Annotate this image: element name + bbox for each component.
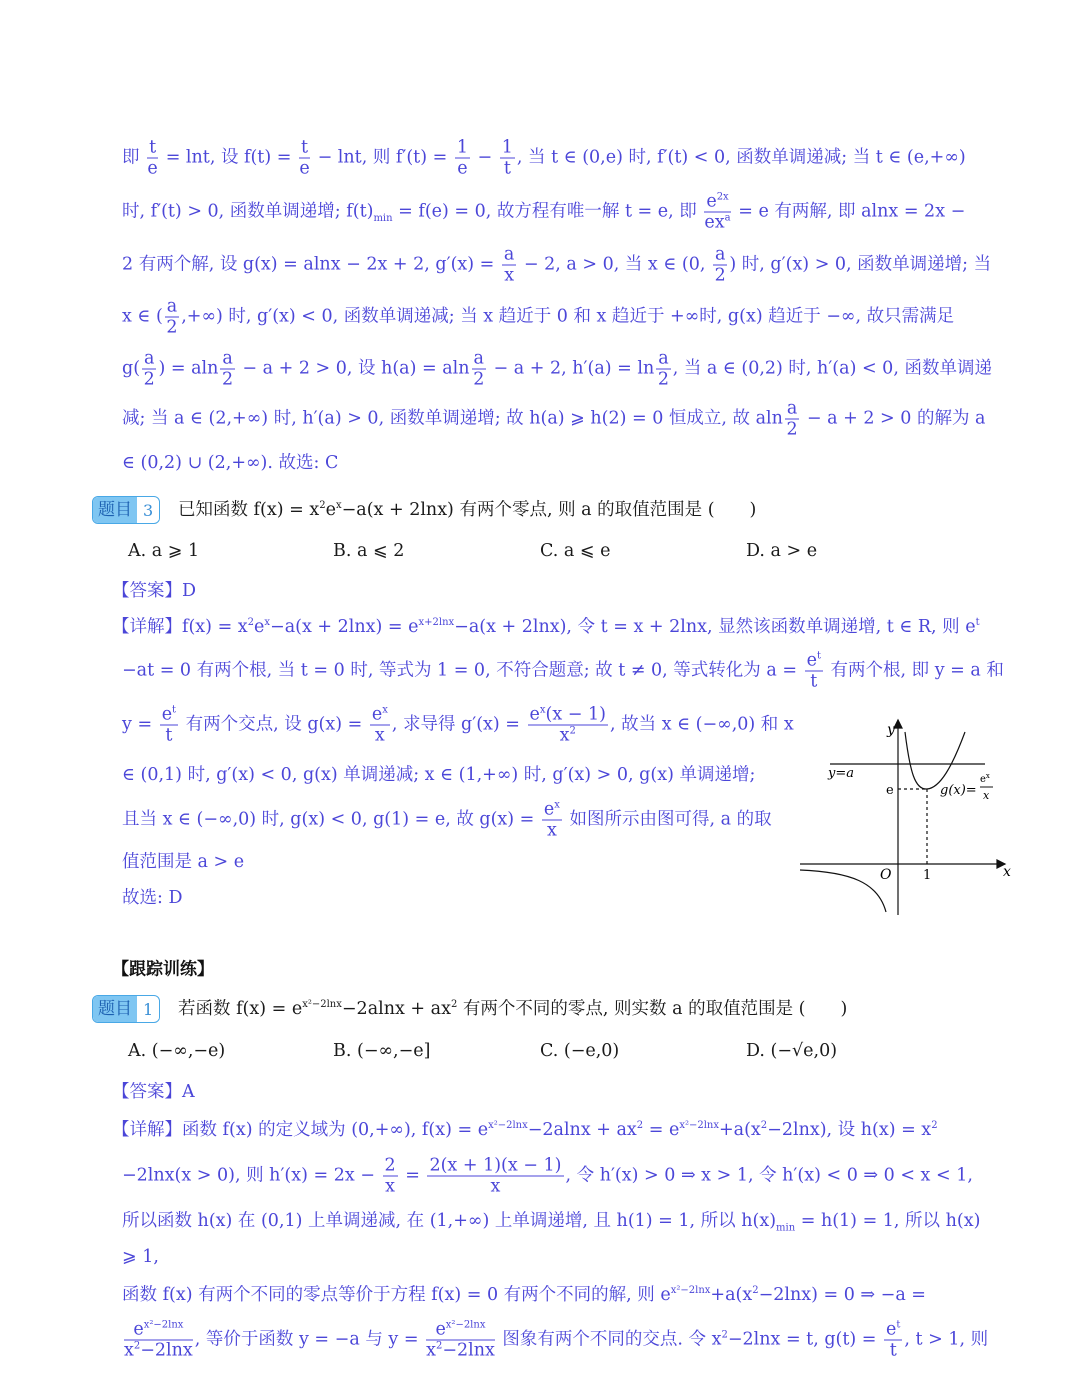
fraction: $\frac{e^x(x - 1)}{x^2}$ [529, 704, 606, 746]
fraction: $\frac{t}{e}$ [147, 137, 158, 179]
x-label: x [1003, 864, 1011, 880]
solution-line: x ∈ ( $\frac{a}{2}$ ,+∞) 时, g′(x) < 0, 函数单调递减; 当 x 趋近于 0 和 x 趋近于 +∞时, g(x) 趋近于 −∞, 故只需满足 [122, 296, 955, 338]
solution-line: 即 $\frac{t}{e}$ = lnt, 设 f(t) = $\frac{t}{e}$ − lnt, 则 f′(t) = $\frac{1}{e}$ − $\frac{1}{t}$ , 当 t ∈ (0,e) 时, f′(t) < 0, 函数单调递减; 当 t ∈ (e,+∞) [122, 137, 966, 179]
fraction: $\frac{e^x}{x}$ [543, 799, 560, 841]
option-a: A. a ⩾ 1 [128, 541, 200, 561]
line-label: y=a [828, 766, 854, 781]
question-number: 3 [137, 501, 159, 520]
question-stem: 已知函数 $f(x) = x^2e^x-a(x + 2\ln x)$ 有两个零点, 则 a 的取值范围是 ( ) [178, 500, 757, 520]
question-number: 1 [137, 1000, 159, 1019]
option-b: B. a ⩽ 2 [333, 541, 405, 561]
solution-line: g( $\frac{a}{2}$ ) = aln $\frac{a}{2}$ − a + 2 > 0, 设 h(a) = aln $\frac{a}{2}$ − a + 2, h′(a) = ln $\frac{a}{2}$ , 当 a ∈ (0,2) 时, h′(a) < 0, 函数单调递 [122, 348, 992, 390]
fraction: $\frac{a}{2}$ [786, 398, 798, 440]
fraction: $\frac{a}{2}$ [657, 348, 670, 390]
section-heading: 【跟踪训练】 [112, 959, 214, 980]
detail-line: 所以函数 h(x) 在 (0,1) 上单调递减, 在 (1,+∞) 上单调递增, 且 h(1) = 1, 所以 $h(x)_{min} = h(1) = 1$, 所以 h(x) [122, 1211, 981, 1234]
option-d: D. a > e [746, 541, 818, 561]
detail-line: 故选: D [122, 888, 183, 908]
detail-line: y = $\frac{e^t}{t}$ 有两个交点, 设 g(x) = $\frac{e^x}{x}$ , 求导得 g′(x) = $\frac{e^x(x - 1)}{x^2}$ , 故当 x ∈ (−∞,0) 和 x [122, 704, 794, 746]
option-a: A. (−∞,−e) [128, 1041, 226, 1061]
tick-1: 1 [923, 868, 932, 883]
question-tag-label: 题目 [93, 996, 137, 1022]
detail-line: 【详解】$f(x) = x^2e^x-a(x + 2\ln x) = e^{x+2lnx}-a(x + 2\ln x)$, 令 t = x + 2lnx, 显然该函数单调递增, t ∈ R, 则 $e^t$ [112, 617, 980, 637]
answer: 【答案】D [112, 581, 197, 601]
option-c: C. (−e,0) [540, 1041, 620, 1061]
tick-e: e [886, 783, 894, 798]
fraction: $\frac{e^{x^2-2lnx}}{x^2-2\ln x}$ [124, 1319, 193, 1361]
detail-line: 值范围是 a > e [122, 852, 245, 872]
detail-line: −2lnx(x > 0), 则 h′(x) = 2x − $\frac{2}{x}$ = $\frac{2(x + 1)(x - 1)}{x}$ , 令 h′(x) > 0 ⇒ x > 1, 令 h′(x) < 0 ⇒ 0 < x < 1, [122, 1155, 973, 1197]
fraction: $\frac{1}{t}$ [501, 137, 513, 179]
fraction: $\frac{a}{x}$ [503, 244, 515, 286]
y-label: y [887, 722, 895, 738]
question-tag-label: 题目 [93, 497, 137, 523]
solution-line: ∈ (0,2) ∪ (2,+∞). 故选: C [122, 453, 339, 473]
option-b: B. (−∞,−e] [333, 1041, 431, 1061]
question-stem: 若函数 $f(x) = e^{x^2-2lnx}-2alnx + ax^2$ 有两个不同的零点, 则实数 a 的取值范围是 ( ) [178, 999, 848, 1019]
curve-label: g(x)= [940, 783, 977, 798]
function-graph [800, 712, 1015, 917]
detail-line: 函数 f(x) 有两个不同的零点等价于方程 f(x) = 0 有两个不同的解, 则 $e^{x^2-2lnx}+a(x^2-2\ln x) = 0$ ⇒ −a = [122, 1285, 926, 1305]
detail-line: ⩾ 1, [122, 1247, 159, 1267]
answer: 【答案】A [112, 1082, 195, 1102]
fraction: $\frac{a}{2}$ [473, 348, 485, 390]
fraction: $\frac{t}{e}$ [299, 137, 310, 179]
y-axis-arrow [894, 720, 902, 728]
detail-line: 且当 x ∈ (−∞,0) 时, g(x) < 0, g(1) = e, 故 g(x) = $\frac{e^x}{x}$ 如图所示由图可得, a 的取 [122, 799, 772, 841]
curve-label-num: $e^x$ [980, 772, 990, 785]
solution-line: 2 有两个解, 设 g(x) = alnx − 2x + 2, g′(x) = $\frac{a}{x}$ − 2, a > 0, 当 x ∈ (0, $\frac{a}{2}$ ) 时, g′(x) > 0, 函数单调递增; 当 [122, 244, 992, 286]
detail-line: $\frac{e^{x^2-2lnx}}{x^2-2\ln x}$ , 等价于函数 y = −a 与 y = $\frac{e^{x^2-2lnx}}{x^2-2\ln x}$ 图象有两个不同的交点. 令 $x^2-2\ln x = t$, g(t) = $\frac{e^t}{t}$ , t > 1, 则 [124, 1319, 989, 1361]
fraction: $\frac{e^t}{t}$ [886, 1319, 901, 1361]
fraction: $e^{2x}$ $ex^a$ [704, 191, 731, 233]
solution-line: 减; 当 a ∈ (2,+∞) 时, h′(a) > 0, 函数单调递增; 故 h(a) ⩾ h(2) = 0 恒成立, 故 aln $\frac{a}{2}$ − a + 2 > 0 的解为 a [122, 398, 986, 440]
fraction: $\frac{a}{2}$ [222, 348, 234, 390]
origin-label: O [880, 867, 892, 883]
curve-left-branch [800, 870, 886, 912]
fraction: $\frac{e^{x^2-2lnx}}{x^2-2\ln x}$ [426, 1319, 495, 1361]
question-tag [92, 995, 160, 1023]
option-d: D. (−√e,0) [746, 1041, 838, 1061]
curve-right-branch [905, 732, 965, 789]
option-c: C. a ⩽ e [540, 541, 611, 561]
solution-line: 时, f′(t) > 0, 函数单调递增; $f(t)_{min} = f(e) = 0$, 故方程有唯一解 t = e, 即 $e^{2x}$ $ex^a$ = e 有两解, 即 alnx = 2x − [122, 191, 966, 233]
question-tag [92, 496, 160, 524]
fraction: $\frac{2}{x}$ [384, 1155, 396, 1197]
fraction: $\frac{1}{e}$ [456, 137, 468, 179]
fraction: $\frac{a}{2}$ [143, 348, 155, 390]
fraction: $\frac{e^t}{t}$ [161, 704, 177, 746]
fraction: $\frac{e^t}{t}$ [806, 650, 821, 692]
fraction: $\frac{a}{2}$ [166, 296, 178, 338]
detail-line: −at = 0 有两个根, 当 t = 0 时, 等式为 1 = 0, 不符合题意; 故 t ≠ 0, 等式转化为 a = $\frac{e^t}{t}$ 有两个根, 即 y = a 和 [122, 650, 1004, 692]
detail-line: 【详解】函数 f(x) 的定义域为 (0,+∞), $f(x) = e^{x^2-2lnx}-2alnx + ax^2 = e^{x^2-2lnx}+a(x^2-2\ln x)$, 设 $h(x) = x^2$ [112, 1120, 938, 1140]
fraction: $\frac{e^x}{x}$ [371, 704, 388, 746]
curve-label-den: x [983, 789, 990, 802]
fraction: $\frac{a}{2}$ [714, 244, 726, 286]
detail-line: ∈ (0,1) 时, g′(x) < 0, g(x) 单调递减; x ∈ (1,+∞) 时, g′(x) > 0, g(x) 单调递增; [122, 765, 756, 785]
fraction: $\frac{2(x + 1)(x - 1)}{x}$ [429, 1155, 562, 1197]
